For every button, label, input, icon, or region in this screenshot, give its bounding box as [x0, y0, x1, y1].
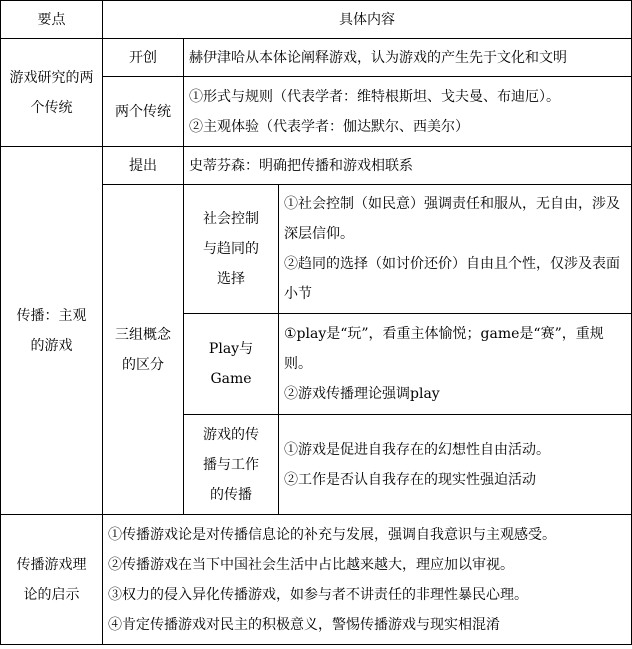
section-title: 传播：主观的游戏	[1, 147, 103, 515]
row-label: 两个传统	[103, 77, 184, 147]
table-row	[1, 515, 632, 645]
row-content: 史蒂芬森：明确把传播和游戏相联系	[184, 147, 632, 185]
subgroup-content: ①游戏是促进自我存在的幻想性自由活动。 ②工作是否认自我存在的现实性强迫活动	[279, 415, 632, 515]
subgroup-content: ①play是“玩”，看重主体愉悦；game是“赛”，重规则。 ②游戏传播理论强调play	[279, 314, 632, 415]
section-title: 游戏研究的两个传统	[1, 39, 103, 147]
row-label: 开创	[103, 39, 184, 77]
row-content: 赫伊津哈从本体论阐释游戏，认为游戏的产生先于文化和文明	[184, 39, 632, 77]
row-content: ①传播游戏论是对传播信息论的补充与发展，强调自我意识与主观感受。 ②传播游戏在当下中国社会生活中占比越来越大，理应加以审视。 ③权力的侵入异化传播游戏，如参与者不讲责任的非理性暴民心理。 ④肯定传播游戏对民主的积极意义，警惕传播游戏与现实相混淆	[103, 515, 632, 645]
subgroup-label: 社会控制与趋同的选择	[184, 185, 279, 314]
subgroup-label: Play与Game	[184, 314, 279, 415]
subgroup-label: 游戏的传播与工作的传播	[184, 415, 279, 515]
section-title: 传播游戏理论的启示	[1, 515, 103, 645]
header-row	[1, 1, 632, 39]
row-content: ①形式与规则（代表学者：维特根斯坦、戈夫曼、布迪厄）。 ②主观体验（代表学者：伽达默尔、西美尔）	[184, 77, 632, 147]
table-row	[1, 147, 632, 185]
row-label: 提出	[103, 147, 184, 185]
header-key-points: 要点	[1, 1, 103, 39]
table-row	[1, 39, 632, 77]
group-label: 三组概念的区分	[103, 185, 184, 515]
subgroup-content: ①社会控制（如民意）强调责任和服从，无自由，涉及深层信仰。 ②趋同的选择（如讨价还价）自由且个性，仅涉及表面小节	[279, 185, 632, 314]
header-details: 具体内容	[103, 1, 632, 39]
